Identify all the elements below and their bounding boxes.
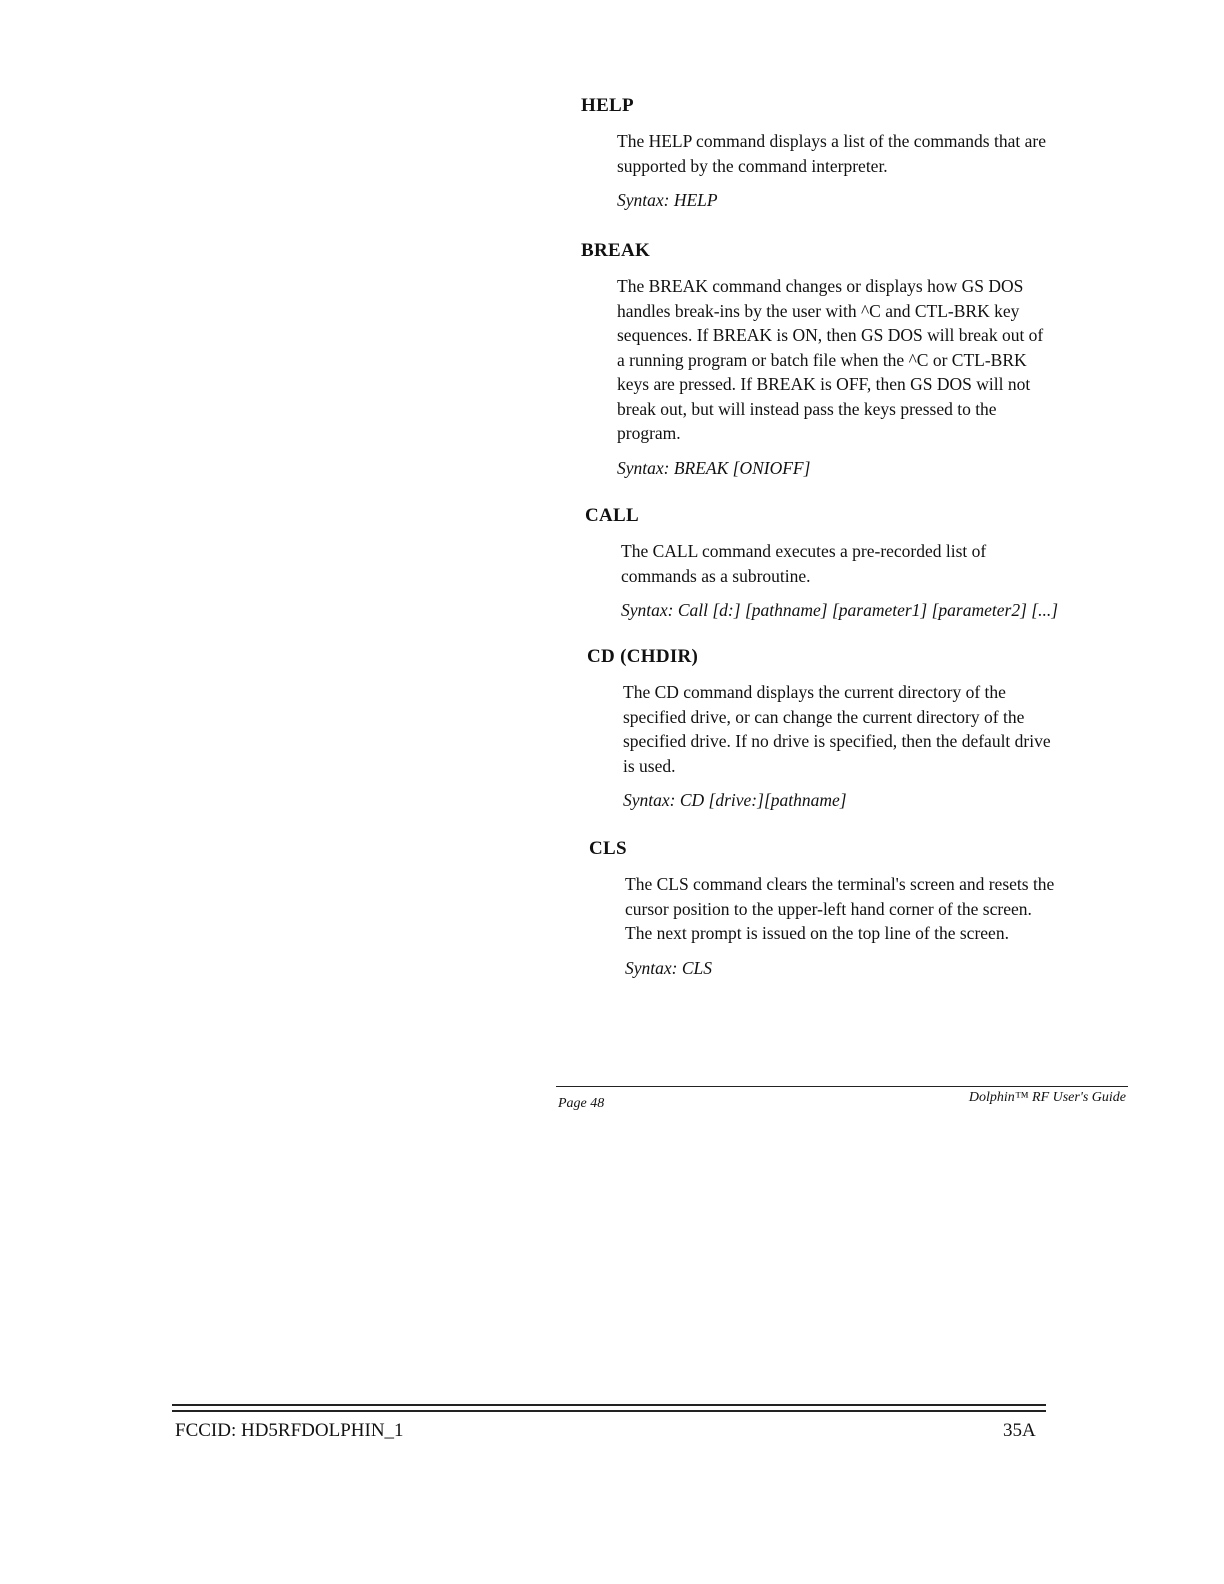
section-heading: CD (CHDIR) [587, 646, 699, 667]
body-line: keys are pressed. If BREAK is OFF, then GS DOS will not [617, 374, 1031, 394]
syntax-line: Syntax: BREAK [ONIOFF] [617, 457, 811, 478]
section-body [623, 680, 1123, 778]
section-heading: CALL [585, 505, 639, 526]
page-number: Page 48 [558, 1096, 605, 1111]
body-line: handles break-ins by the user with ^C and CTL-BRK key [617, 300, 1020, 321]
body-line: The HELP command displays a list of the commands that are [617, 131, 1046, 151]
body-line: program. [617, 423, 681, 443]
syntax-line: Syntax: CLS [625, 957, 713, 978]
bottom-divider [172, 1404, 1046, 1406]
bottom-divider [172, 1410, 1046, 1412]
body-line: cursor position to the upper-left hand corner of the screen. [625, 898, 1032, 919]
syntax-line: Syntax: Call [d:] [pathname] [parameter1] [parameter2] [...] [621, 600, 1059, 620]
section-cd [587, 646, 1147, 811]
section-break [581, 240, 1141, 479]
body-line: The CALL command executes a pre-recorded list of [621, 541, 987, 561]
exhibit-page-code: 35A [1003, 1420, 1036, 1441]
fcc-id: FCCID: HD5RFDOLPHIN_1 [175, 1420, 404, 1441]
body-line: The CLS command clears the terminal's screen and resets the [625, 874, 1055, 894]
body-line: specified drive, or can change the current directory of the [623, 706, 1025, 727]
body-line: sequences. If BREAK is ON, then GS DOS will break out of [617, 325, 1044, 345]
section-body [617, 274, 1117, 446]
section-call [585, 505, 1145, 621]
body-line: The BREAK command changes or displays how GS DOS [617, 276, 1024, 296]
body-line: is used. [623, 755, 676, 776]
section-heading: CLS [589, 838, 627, 859]
section-cls [589, 838, 1149, 979]
section-body [621, 539, 1121, 588]
body-line: break out, but will instead pass the keys pressed to the [617, 398, 997, 419]
guide-title: Dolphin™ RF User's Guide [968, 1090, 1126, 1105]
footer-divider [556, 1086, 1128, 1087]
body-line: The CD command displays the current directory of the [623, 682, 1006, 702]
body-line: commands as a subroutine. [621, 565, 811, 586]
section-body [625, 872, 1125, 946]
syntax-line: Syntax: HELP [617, 190, 718, 210]
section-heading: BREAK [581, 240, 651, 261]
body-line: supported by the command interpreter. [617, 155, 888, 176]
syntax-line: Syntax: CD [drive:][pathname] [623, 790, 847, 810]
section-heading: HELP [581, 95, 634, 116]
body-line: a running program or batch file when the ^C or CTL-BRK [617, 349, 1027, 370]
body-line: The next prompt is issued on the top line of the screen. [625, 923, 1009, 943]
section-body [617, 129, 1117, 178]
body-line: specified drive. If no drive is specified, then the default drive [623, 731, 1051, 751]
section-help [581, 95, 1141, 211]
